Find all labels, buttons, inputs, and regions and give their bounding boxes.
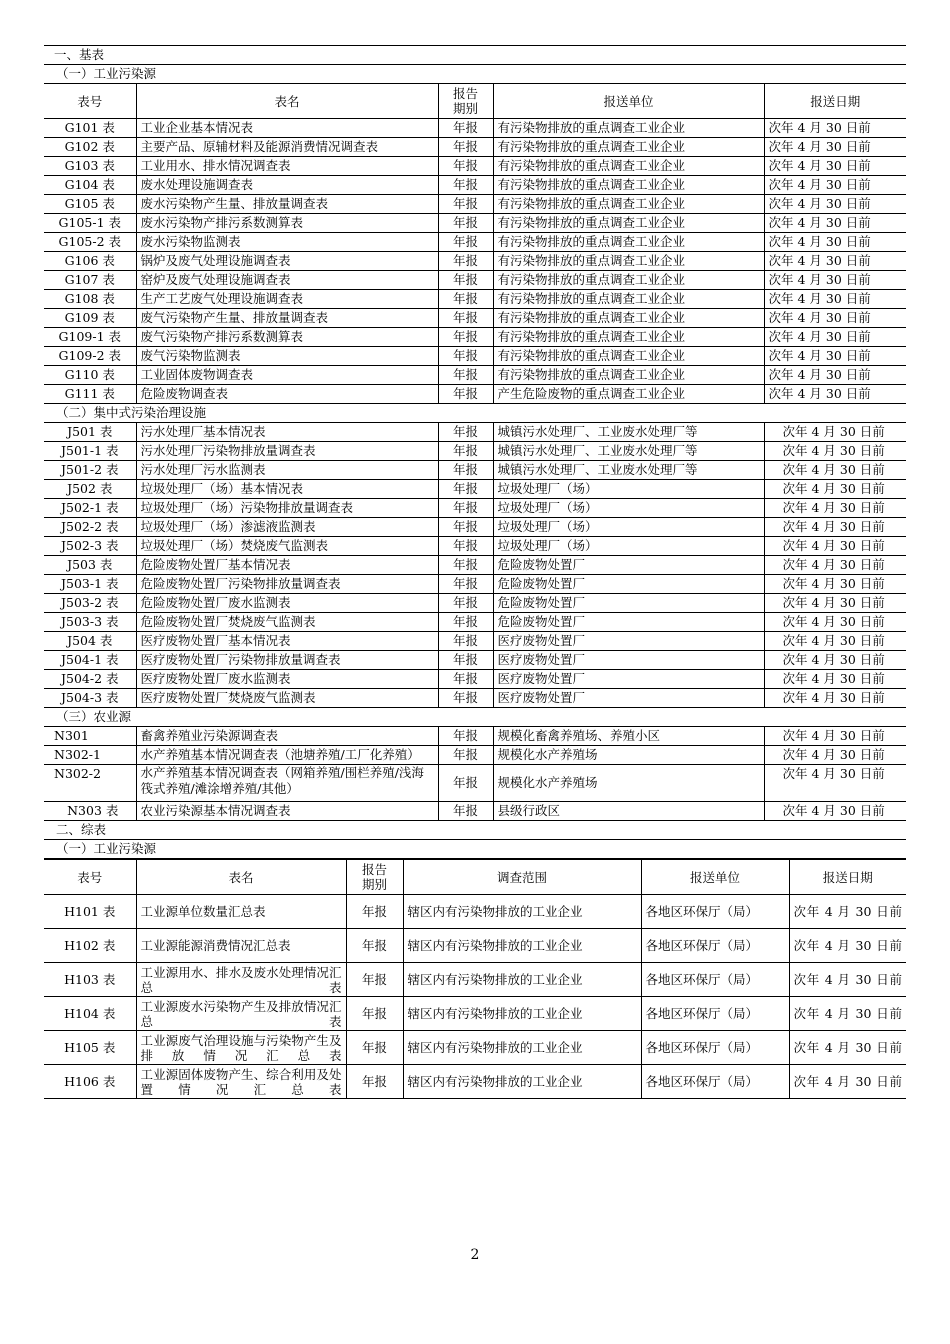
header-scope: 调查范围 bbox=[403, 860, 641, 895]
cell-scope: 辖区内有污染物排放的工业企业 bbox=[403, 1031, 641, 1065]
cell-name: 垃圾处理厂（场）渗滤液监测表 bbox=[136, 518, 438, 537]
table-row bbox=[44, 271, 906, 290]
cell-name: 医疗废物处置厂污染物排放量调查表 bbox=[136, 651, 438, 670]
cell-code: G109 表 bbox=[44, 309, 136, 328]
cell-code: H103 表 bbox=[44, 963, 136, 997]
header-period: 报告期别 bbox=[438, 84, 493, 119]
cell-unit: 垃圾处理厂（场） bbox=[493, 480, 764, 499]
cell-period: 年报 bbox=[438, 480, 493, 499]
cell-name: 工业源废水污染物产生及排放情况汇总表 bbox=[136, 997, 346, 1031]
cell-name: 窑炉及废气处理设施调查表 bbox=[136, 271, 438, 290]
cell-code: N302-2 bbox=[44, 765, 136, 802]
cell-period: 年报 bbox=[438, 138, 493, 157]
cell-date: 次年 4 月 30 日前 bbox=[764, 632, 906, 651]
cell-unit: 医疗废物处置厂 bbox=[493, 632, 764, 651]
cell-date: 次年 4 月 30 日前 bbox=[789, 997, 906, 1031]
cell-date: 次年 4 月 30 日前 bbox=[764, 252, 906, 271]
cell-code: J504-2 表 bbox=[44, 670, 136, 689]
table-row bbox=[44, 252, 906, 271]
agriculture-rows bbox=[44, 727, 906, 821]
cell-period: 年报 bbox=[438, 499, 493, 518]
table-row bbox=[44, 518, 906, 537]
table-row bbox=[44, 670, 906, 689]
summary-table bbox=[44, 859, 906, 1099]
cell-scope: 辖区内有污染物排放的工业企业 bbox=[403, 895, 641, 929]
cell-name: 工业源能源消费情况汇总表 bbox=[136, 929, 346, 963]
document-page bbox=[44, 45, 906, 1099]
cell-name: 工业源单位数量汇总表 bbox=[136, 895, 346, 929]
cell-name: 污水处理厂污水监测表 bbox=[136, 461, 438, 480]
table-row bbox=[44, 176, 906, 195]
cell-code: N302-1 bbox=[44, 746, 136, 765]
cell-period: 年报 bbox=[438, 233, 493, 252]
cell-code: H105 表 bbox=[44, 1031, 136, 1065]
cell-scope: 辖区内有污染物排放的工业企业 bbox=[403, 997, 641, 1031]
table-row bbox=[44, 802, 906, 821]
cell-unit: 有污染物排放的重点调查工业企业 bbox=[493, 252, 764, 271]
table-row bbox=[44, 556, 906, 575]
cell-period: 年报 bbox=[438, 613, 493, 632]
cell-date: 次年 4 月 30 日前 bbox=[764, 765, 906, 802]
cell-date: 次年 4 月 30 日前 bbox=[764, 423, 906, 442]
cell-period: 年报 bbox=[438, 347, 493, 366]
header-date: 报送日期 bbox=[764, 84, 906, 119]
cell-unit: 县级行政区 bbox=[493, 802, 764, 821]
cell-code: H104 表 bbox=[44, 997, 136, 1031]
cell-unit: 各地区环保厅（局） bbox=[641, 1031, 789, 1065]
cell-code: G109-2 表 bbox=[44, 347, 136, 366]
cell-date: 次年 4 月 30 日前 bbox=[764, 575, 906, 594]
cell-code: G106 表 bbox=[44, 252, 136, 271]
summary-table-header bbox=[44, 860, 906, 895]
industrial-rows bbox=[44, 119, 906, 404]
cell-name: 医疗废物处置厂基本情况表 bbox=[136, 632, 438, 651]
cell-name: 污水处理厂基本情况表 bbox=[136, 423, 438, 442]
table-row bbox=[44, 727, 906, 746]
table-row bbox=[44, 347, 906, 366]
cell-code: G105 表 bbox=[44, 195, 136, 214]
cell-period: 年报 bbox=[438, 765, 493, 802]
cell-unit: 有污染物排放的重点调查工业企业 bbox=[493, 157, 764, 176]
cell-name: 主要产品、原辅材料及能源消费情况调查表 bbox=[136, 138, 438, 157]
cell-date: 次年 4 月 30 日前 bbox=[764, 442, 906, 461]
cell-code: J502-1 表 bbox=[44, 499, 136, 518]
header-date: 报送日期 bbox=[789, 860, 906, 895]
summary-rows bbox=[44, 895, 906, 1099]
cell-period: 年报 bbox=[438, 195, 493, 214]
table-row bbox=[44, 537, 906, 556]
table-row bbox=[44, 746, 906, 765]
cell-code: G105-1 表 bbox=[44, 214, 136, 233]
cell-period: 年报 bbox=[346, 963, 403, 997]
cell-unit: 有污染物排放的重点调查工业企业 bbox=[493, 347, 764, 366]
table-row bbox=[44, 138, 906, 157]
cell-unit: 有污染物排放的重点调查工业企业 bbox=[493, 119, 764, 138]
cell-period: 年报 bbox=[438, 214, 493, 233]
table-row bbox=[44, 461, 906, 480]
cell-name: 医疗废物处置厂焚烧废气监测表 bbox=[136, 689, 438, 708]
cell-period: 年报 bbox=[438, 594, 493, 613]
table-row bbox=[44, 632, 906, 651]
centralized-rows bbox=[44, 423, 906, 708]
cell-period: 年报 bbox=[438, 537, 493, 556]
cell-unit: 有污染物排放的重点调查工业企业 bbox=[493, 214, 764, 233]
cell-period: 年报 bbox=[438, 632, 493, 651]
cell-date: 次年 4 月 30 日前 bbox=[764, 746, 906, 765]
cell-name: 工业用水、排水情况调查表 bbox=[136, 157, 438, 176]
cell-period: 年报 bbox=[438, 670, 493, 689]
cell-date: 次年 4 月 30 日前 bbox=[764, 689, 906, 708]
cell-unit: 城镇污水处理厂、工业废水处理厂等 bbox=[493, 442, 764, 461]
cell-period: 年报 bbox=[438, 309, 493, 328]
table-row bbox=[44, 613, 906, 632]
cell-unit: 有污染物排放的重点调查工业企业 bbox=[493, 233, 764, 252]
basic-table bbox=[44, 45, 906, 859]
cell-unit: 规模化畜禽养殖场、养殖小区 bbox=[493, 727, 764, 746]
cell-unit: 垃圾处理厂（场） bbox=[493, 499, 764, 518]
cell-date: 次年 4 月 30 日前 bbox=[764, 157, 906, 176]
table-row bbox=[44, 499, 906, 518]
cell-period: 年报 bbox=[438, 575, 493, 594]
cell-code: G111 表 bbox=[44, 385, 136, 404]
cell-name: 医疗废物处置厂废水监测表 bbox=[136, 670, 438, 689]
cell-date: 次年 4 月 30 日前 bbox=[789, 895, 906, 929]
table-row bbox=[44, 366, 906, 385]
table-row bbox=[44, 195, 906, 214]
table-row bbox=[44, 157, 906, 176]
cell-period: 年报 bbox=[346, 997, 403, 1031]
cell-unit: 规模化水产养殖场 bbox=[493, 765, 764, 802]
cell-name: 废水污染物监测表 bbox=[136, 233, 438, 252]
cell-code: J501 表 bbox=[44, 423, 136, 442]
cell-date: 次年 4 月 30 日前 bbox=[789, 1031, 906, 1065]
table-row bbox=[44, 929, 906, 963]
cell-period: 年报 bbox=[346, 1031, 403, 1065]
cell-name: 水产养殖基本情况调查表（网箱养殖/围栏养殖/浅海筏式养殖/滩涂增养殖/其他） bbox=[136, 765, 438, 802]
cell-unit: 城镇污水处理厂、工业废水处理厂等 bbox=[493, 423, 764, 442]
cell-period: 年报 bbox=[438, 727, 493, 746]
cell-period: 年报 bbox=[438, 366, 493, 385]
cell-date: 次年 4 月 30 日前 bbox=[764, 385, 906, 404]
cell-name: 锅炉及废气处理设施调查表 bbox=[136, 252, 438, 271]
cell-code: J503 表 bbox=[44, 556, 136, 575]
cell-date: 次年 4 月 30 日前 bbox=[789, 1065, 906, 1099]
cell-date: 次年 4 月 30 日前 bbox=[764, 518, 906, 537]
cell-unit: 有污染物排放的重点调查工业企业 bbox=[493, 138, 764, 157]
subsection-agriculture: （三）农业源 bbox=[44, 708, 906, 727]
cell-code: J501-2 表 bbox=[44, 461, 136, 480]
cell-period: 年报 bbox=[438, 689, 493, 708]
cell-unit: 产生危险废物的重点调查工业企业 bbox=[493, 385, 764, 404]
cell-code: J502-2 表 bbox=[44, 518, 136, 537]
cell-unit: 医疗废物处置厂 bbox=[493, 670, 764, 689]
cell-unit: 各地区环保厅（局） bbox=[641, 963, 789, 997]
cell-name: 危险废物处置厂基本情况表 bbox=[136, 556, 438, 575]
section-basic: 一、基表 bbox=[44, 46, 906, 65]
cell-date: 次年 4 月 30 日前 bbox=[764, 613, 906, 632]
cell-period: 年报 bbox=[438, 461, 493, 480]
cell-period: 年报 bbox=[438, 802, 493, 821]
cell-name: 危险废物处置厂焚烧废气监测表 bbox=[136, 613, 438, 632]
cell-date: 次年 4 月 30 日前 bbox=[764, 328, 906, 347]
header-unit: 报送单位 bbox=[493, 84, 764, 119]
header-name: 表名 bbox=[136, 84, 438, 119]
cell-scope: 辖区内有污染物排放的工业企业 bbox=[403, 1065, 641, 1099]
cell-code: J504-1 表 bbox=[44, 651, 136, 670]
table-row bbox=[44, 895, 906, 929]
cell-code: G108 表 bbox=[44, 290, 136, 309]
table-row bbox=[44, 119, 906, 138]
subsection-industrial: （一）工业污染源 bbox=[44, 65, 906, 84]
cell-code: N301 bbox=[44, 727, 136, 746]
cell-unit: 危险废物处置厂 bbox=[493, 556, 764, 575]
cell-date: 次年 4 月 30 日前 bbox=[764, 651, 906, 670]
table-row bbox=[44, 575, 906, 594]
cell-code: J502-3 表 bbox=[44, 537, 136, 556]
cell-name: 生产工艺废气处理设施调查表 bbox=[136, 290, 438, 309]
cell-unit: 垃圾处理厂（场） bbox=[493, 518, 764, 537]
cell-date: 次年 4 月 30 日前 bbox=[764, 119, 906, 138]
cell-unit: 城镇污水处理厂、工业废水处理厂等 bbox=[493, 461, 764, 480]
cell-name: 垃圾处理厂（场）焚烧废气监测表 bbox=[136, 537, 438, 556]
cell-name: 农业污染源基本情况调查表 bbox=[136, 802, 438, 821]
cell-name: 工业企业基本情况表 bbox=[136, 119, 438, 138]
table-row bbox=[44, 385, 906, 404]
cell-date: 次年 4 月 30 日前 bbox=[764, 499, 906, 518]
cell-name: 污水处理厂污染物排放量调查表 bbox=[136, 442, 438, 461]
cell-unit: 有污染物排放的重点调查工业企业 bbox=[493, 176, 764, 195]
cell-code: J503-1 表 bbox=[44, 575, 136, 594]
cell-code: G102 表 bbox=[44, 138, 136, 157]
cell-date: 次年 4 月 30 日前 bbox=[764, 271, 906, 290]
cell-name: 垃圾处理厂（场）基本情况表 bbox=[136, 480, 438, 499]
cell-code: J503-2 表 bbox=[44, 594, 136, 613]
cell-unit: 各地区环保厅（局） bbox=[641, 929, 789, 963]
cell-period: 年报 bbox=[438, 252, 493, 271]
table-row bbox=[44, 765, 906, 802]
cell-period: 年报 bbox=[438, 176, 493, 195]
table-row bbox=[44, 309, 906, 328]
cell-name: 废气污染物产生量、排放量调查表 bbox=[136, 309, 438, 328]
cell-code: G101 表 bbox=[44, 119, 136, 138]
cell-name: 危险废物处置厂污染物排放量调查表 bbox=[136, 575, 438, 594]
cell-period: 年报 bbox=[438, 290, 493, 309]
cell-name: 工业源用水、排水及废水处理情况汇总表 bbox=[136, 963, 346, 997]
cell-date: 次年 4 月 30 日前 bbox=[764, 594, 906, 613]
cell-period: 年报 bbox=[346, 929, 403, 963]
cell-code: H101 表 bbox=[44, 895, 136, 929]
cell-period: 年报 bbox=[438, 651, 493, 670]
section-summary: 二、综表 bbox=[44, 821, 906, 840]
cell-code: J504-3 表 bbox=[44, 689, 136, 708]
cell-date: 次年 4 月 30 日前 bbox=[764, 233, 906, 252]
cell-period: 年报 bbox=[438, 518, 493, 537]
cell-date: 次年 4 月 30 日前 bbox=[764, 670, 906, 689]
cell-unit: 有污染物排放的重点调查工业企业 bbox=[493, 328, 764, 347]
header-unit: 报送单位 bbox=[641, 860, 789, 895]
cell-unit: 各地区环保厅（局） bbox=[641, 1065, 789, 1099]
cell-code: H106 表 bbox=[44, 1065, 136, 1099]
header-code: 表号 bbox=[44, 860, 136, 895]
cell-code: G105-2 表 bbox=[44, 233, 136, 252]
cell-unit: 医疗废物处置厂 bbox=[493, 689, 764, 708]
cell-code: G103 表 bbox=[44, 157, 136, 176]
cell-date: 次年 4 月 30 日前 bbox=[764, 727, 906, 746]
cell-date: 次年 4 月 30 日前 bbox=[764, 556, 906, 575]
cell-code: G109-1 表 bbox=[44, 328, 136, 347]
cell-name: 工业源废气治理设施与污染物产生及排放情况汇总表 bbox=[136, 1031, 346, 1065]
cell-period: 年报 bbox=[438, 746, 493, 765]
table-row bbox=[44, 963, 906, 997]
table-row bbox=[44, 1031, 906, 1065]
cell-scope: 辖区内有污染物排放的工业企业 bbox=[403, 963, 641, 997]
cell-date: 次年 4 月 30 日前 bbox=[764, 309, 906, 328]
table-row bbox=[44, 328, 906, 347]
cell-date: 次年 4 月 30 日前 bbox=[764, 537, 906, 556]
cell-date: 次年 4 月 30 日前 bbox=[789, 963, 906, 997]
cell-unit: 有污染物排放的重点调查工业企业 bbox=[493, 290, 764, 309]
cell-name: 危险废物调查表 bbox=[136, 385, 438, 404]
table-header bbox=[44, 84, 906, 119]
cell-name: 废水处理设施调查表 bbox=[136, 176, 438, 195]
table-row bbox=[44, 480, 906, 499]
cell-date: 次年 4 月 30 日前 bbox=[764, 290, 906, 309]
cell-date: 次年 4 月 30 日前 bbox=[764, 366, 906, 385]
cell-date: 次年 4 月 30 日前 bbox=[764, 138, 906, 157]
cell-unit: 规模化水产养殖场 bbox=[493, 746, 764, 765]
cell-unit: 医疗废物处置厂 bbox=[493, 651, 764, 670]
cell-name: 畜禽养殖业污染源调查表 bbox=[136, 727, 438, 746]
table-row bbox=[44, 233, 906, 252]
cell-unit: 有污染物排放的重点调查工业企业 bbox=[493, 366, 764, 385]
cell-period: 年报 bbox=[438, 328, 493, 347]
cell-date: 次年 4 月 30 日前 bbox=[764, 347, 906, 366]
cell-period: 年报 bbox=[438, 423, 493, 442]
cell-period: 年报 bbox=[346, 895, 403, 929]
cell-name: 水产养殖基本情况调查表（池塘养殖/工厂化养殖） bbox=[136, 746, 438, 765]
cell-code: G104 表 bbox=[44, 176, 136, 195]
cell-period: 年报 bbox=[438, 271, 493, 290]
header-code: 表号 bbox=[44, 84, 136, 119]
cell-unit: 垃圾处理厂（场） bbox=[493, 537, 764, 556]
cell-period: 年报 bbox=[438, 385, 493, 404]
cell-date: 次年 4 月 30 日前 bbox=[764, 214, 906, 233]
table-row bbox=[44, 689, 906, 708]
cell-scope: 辖区内有污染物排放的工业企业 bbox=[403, 929, 641, 963]
cell-code: G107 表 bbox=[44, 271, 136, 290]
cell-name: 危险废物处置厂废水监测表 bbox=[136, 594, 438, 613]
cell-name: 废气污染物产排污系数测算表 bbox=[136, 328, 438, 347]
table-row bbox=[44, 423, 906, 442]
cell-date: 次年 4 月 30 日前 bbox=[789, 929, 906, 963]
table-row bbox=[44, 594, 906, 613]
cell-name: 工业固体废物调查表 bbox=[136, 366, 438, 385]
cell-unit: 危险废物处置厂 bbox=[493, 575, 764, 594]
header-period: 报告期别 bbox=[346, 860, 403, 895]
cell-code: H102 表 bbox=[44, 929, 136, 963]
cell-date: 次年 4 月 30 日前 bbox=[764, 461, 906, 480]
subsection-summary-industrial: （一）工业污染源 bbox=[44, 840, 906, 859]
cell-period: 年报 bbox=[438, 157, 493, 176]
cell-code: G110 表 bbox=[44, 366, 136, 385]
cell-unit: 各地区环保厅（局） bbox=[641, 895, 789, 929]
cell-code: J504 表 bbox=[44, 632, 136, 651]
cell-date: 次年 4 月 30 日前 bbox=[764, 480, 906, 499]
cell-unit: 有污染物排放的重点调查工业企业 bbox=[493, 271, 764, 290]
cell-code: J501-1 表 bbox=[44, 442, 136, 461]
cell-name: 工业源固体废物产生、综合利用及处置情况汇总表 bbox=[136, 1065, 346, 1099]
table-row bbox=[44, 290, 906, 309]
table-row bbox=[44, 214, 906, 233]
subsection-centralized: （二）集中式污染治理设施 bbox=[44, 404, 906, 423]
page-number: 2 bbox=[470, 1247, 480, 1263]
header-name: 表名 bbox=[136, 860, 346, 895]
cell-unit: 有污染物排放的重点调查工业企业 bbox=[493, 195, 764, 214]
cell-period: 年报 bbox=[438, 119, 493, 138]
cell-name: 废气污染物监测表 bbox=[136, 347, 438, 366]
cell-name: 废水污染物产排污系数测算表 bbox=[136, 214, 438, 233]
cell-code: J503-3 表 bbox=[44, 613, 136, 632]
cell-unit: 危险废物处置厂 bbox=[493, 613, 764, 632]
table-row bbox=[44, 442, 906, 461]
cell-name: 废水污染物产生量、排放量调查表 bbox=[136, 195, 438, 214]
table-row bbox=[44, 651, 906, 670]
cell-unit: 各地区环保厅（局） bbox=[641, 997, 789, 1031]
cell-name: 垃圾处理厂（场）污染物排放量调查表 bbox=[136, 499, 438, 518]
cell-unit: 危险废物处置厂 bbox=[493, 594, 764, 613]
cell-date: 次年 4 月 30 日前 bbox=[764, 195, 906, 214]
cell-period: 年报 bbox=[438, 442, 493, 461]
cell-date: 次年 4 月 30 日前 bbox=[764, 802, 906, 821]
cell-date: 次年 4 月 30 日前 bbox=[764, 176, 906, 195]
cell-code: N303 表 bbox=[44, 802, 136, 821]
table-row bbox=[44, 1065, 906, 1099]
cell-unit: 有污染物排放的重点调查工业企业 bbox=[493, 309, 764, 328]
cell-period: 年报 bbox=[438, 556, 493, 575]
table-row bbox=[44, 997, 906, 1031]
cell-period: 年报 bbox=[346, 1065, 403, 1099]
cell-code: J502 表 bbox=[44, 480, 136, 499]
